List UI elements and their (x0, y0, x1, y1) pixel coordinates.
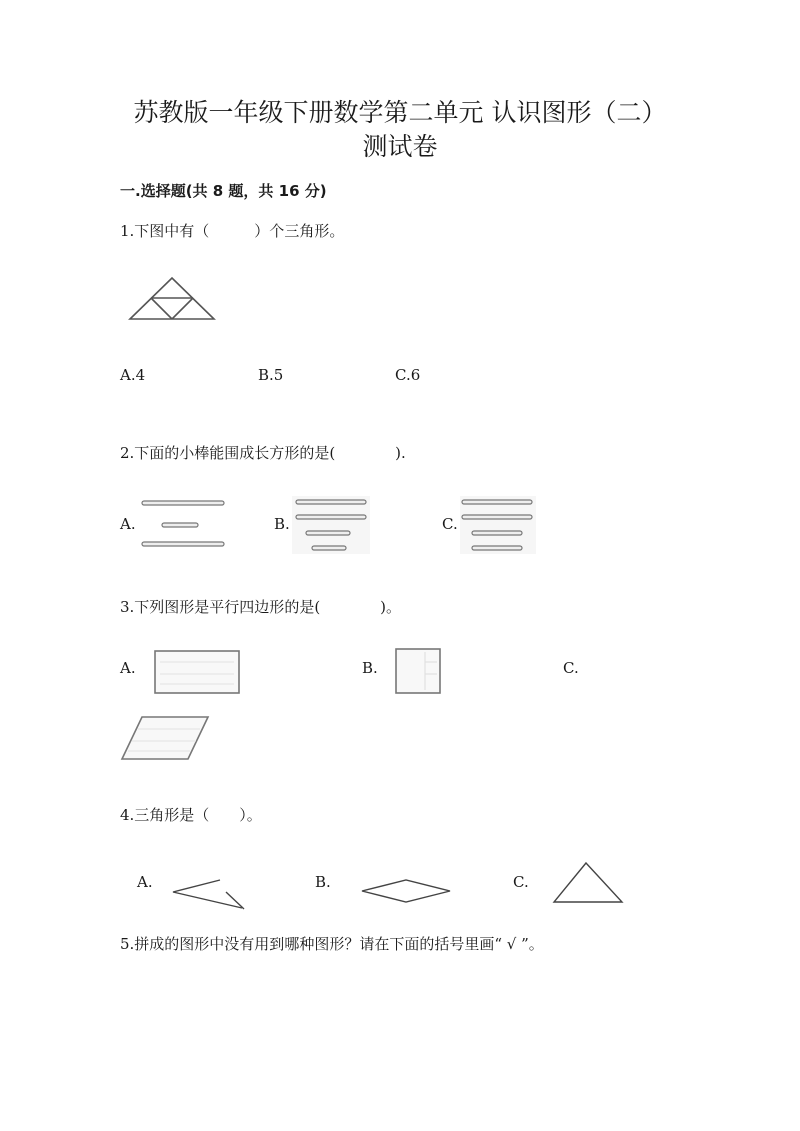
question-5-text: 5.拼成的图形中没有用到哪种图形？请在下面的括号里画“ √ ”。 (120, 935, 544, 953)
question-2-sticks-c (460, 496, 536, 554)
question-4-option-a[interactable]: A. (137, 873, 153, 891)
page-title-line2: 测试卷 (362, 132, 438, 161)
question-4-rhombus (360, 878, 452, 904)
question-1-option-c[interactable]: C.6 (395, 366, 421, 384)
question-2-sticks-b (292, 496, 370, 554)
question-2-text: 2.下面的小棒能围成长方形的是( ). (120, 444, 406, 462)
question-3-option-b[interactable]: B. (362, 659, 378, 677)
question-3-square (395, 648, 441, 694)
section-heading: 一.选择题(共 8 题，共 16 分) (120, 182, 327, 200)
question-1-text: 1.下图中有（ ）个三角形。 (120, 222, 345, 240)
question-4-open-shape (170, 876, 248, 912)
question-4-text: 4.三角形是（ ）。 (120, 806, 262, 824)
question-2-sticks-a (140, 498, 226, 550)
question-3-parallelogram (120, 715, 210, 761)
question-4-triangle (552, 861, 624, 905)
question-1-option-b[interactable]: B.5 (258, 366, 284, 384)
question-2-option-c[interactable]: C. (442, 515, 458, 533)
question-4-option-c[interactable]: C. (513, 873, 529, 891)
question-2-option-b[interactable]: B. (274, 515, 290, 533)
question-3-text: 3.下列图形是平行四边形的是( )。 (120, 598, 402, 616)
page-title: 苏教版一年级下册数学第二单元 认识图形（二） (133, 98, 667, 127)
question-1-triangle-figure (128, 276, 216, 322)
question-3-option-a[interactable]: A. (120, 659, 136, 677)
question-3-rectangle (154, 650, 240, 694)
question-3-option-c[interactable]: C. (563, 659, 579, 677)
question-1-option-a[interactable]: A.4 (120, 366, 146, 384)
question-2-option-a[interactable]: A. (120, 515, 136, 533)
question-4-option-b[interactable]: B. (315, 873, 331, 891)
